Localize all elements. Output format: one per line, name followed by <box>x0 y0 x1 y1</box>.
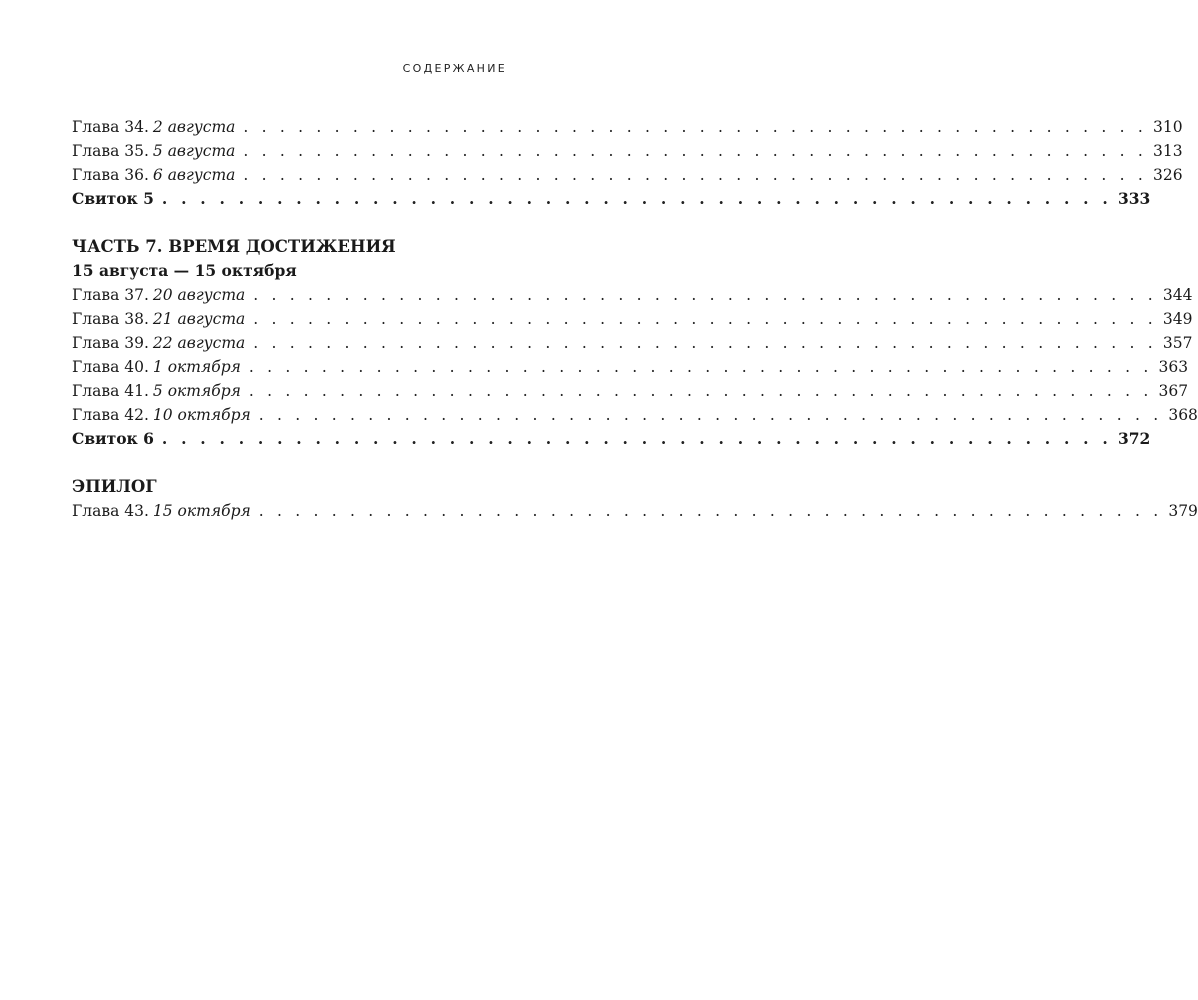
table-of-contents <box>72 115 1198 523</box>
toc-entry[interactable] <box>72 379 1189 403</box>
chapter-number: Глава 39. <box>72 334 149 352</box>
page-number: 363 <box>1158 358 1189 376</box>
page-number: 357 <box>1162 334 1193 352</box>
toc-entry-scroll[interactable] <box>72 427 1151 451</box>
chapter-number: Глава 43. <box>72 502 149 520</box>
dot-leader: . . . . . . . . . . . . . . . . . . . . . . . . . . . . . . . . . . . . . . . . . . . . . . . . . . <box>243 142 1147 160</box>
dot-leader: . . . . . . . . . . . . . . . . . . . . . . . . . . . . . . . . . . . . . . . . . . . . . . . . . . <box>248 358 1153 376</box>
chapter-number: Глава 38. <box>72 310 149 328</box>
dot-leader: . . . . . . . . . . . . . . . . . . . . . . . . . . . . . . . . . . . . . . . . . . . . . . . . . . <box>258 502 1163 520</box>
chapter-date: 15 октября <box>152 502 251 520</box>
chapter-date: 2 августа <box>152 118 236 136</box>
dot-leader: . . . . . . . . . . . . . . . . . . . . . . . . . . . . . . . . . . . . . . . . . . . . . . . . . . <box>248 382 1153 400</box>
dot-leader: . . . . . . . . . . . . . . . . . . . . . . . . . . . . . . . . . . . . . . . . . . . . . . . . . . <box>253 310 1157 328</box>
dot-leader: . . . . . . . . . . . . . . . . . . . . . . . . . . . . . . . . . . . . . . . . . . . . . . . . . . <box>253 334 1157 352</box>
chapter-date: 20 августа <box>152 286 246 304</box>
chapter-number: Глава 41. <box>72 382 149 400</box>
page-number: 344 <box>1162 286 1193 304</box>
page-number: 313 <box>1152 142 1183 160</box>
chapter-date: 10 октября <box>152 406 251 424</box>
chapter-date: 21 августа <box>152 310 246 328</box>
chapter-number: Глава 42. <box>72 406 149 424</box>
page-number: 349 <box>1162 310 1193 328</box>
dot-leader: . . . . . . . . . . . . . . . . . . . . . . . . . . . . . . . . . . . . . . . . . . . . . . . . . . <box>253 286 1157 304</box>
chapter-date: 5 августа <box>152 142 236 160</box>
dot-leader: . . . . . . . . . . . . . . . . . . . . . . . . . . . . . . . . . . . . . . . . . . . . . . . . . . <box>161 429 1112 448</box>
dot-leader: . . . . . . . . . . . . . . . . . . . . . . . . . . . . . . . . . . . . . . . . . . . . . . . . . . <box>258 406 1163 424</box>
chapter-date: 6 августа <box>152 166 236 184</box>
toc-entry[interactable] <box>72 139 1183 163</box>
page-number: 326 <box>1152 166 1183 184</box>
toc-entry-scroll[interactable] <box>72 187 1151 211</box>
toc-entry[interactable] <box>72 355 1189 379</box>
scroll-title: Свиток 5 <box>72 189 154 208</box>
chapter-number: Глава 40. <box>72 358 149 376</box>
running-head: СОДЕРЖАНИЕ <box>402 62 507 75</box>
toc-entry[interactable] <box>72 331 1193 355</box>
chapter-number: Глава 34. <box>72 118 149 136</box>
part-date-range: 15 августа — 15 октября <box>72 261 297 280</box>
page-number: 310 <box>1152 118 1183 136</box>
toc-entry[interactable] <box>72 115 1183 139</box>
toc-entry[interactable] <box>72 403 1198 427</box>
chapter-date: 22 августа <box>152 334 246 352</box>
dot-leader: . . . . . . . . . . . . . . . . . . . . . . . . . . . . . . . . . . . . . . . . . . . . . . . . . . <box>243 166 1147 184</box>
page-number: 367 <box>1158 382 1189 400</box>
page-number: 333 <box>1117 189 1151 208</box>
toc-entry[interactable] <box>72 307 1193 331</box>
toc-entry[interactable] <box>72 499 1198 523</box>
page-number: 372 <box>1117 429 1151 448</box>
chapter-number: Глава 35. <box>72 142 149 160</box>
dot-leader: . . . . . . . . . . . . . . . . . . . . . . . . . . . . . . . . . . . . . . . . . . . . . . . . . . <box>243 118 1147 136</box>
chapter-date: 1 октября <box>152 358 241 376</box>
chapter-date: 5 октября <box>152 382 241 400</box>
scroll-title: Свиток 6 <box>72 429 154 448</box>
part-title: ЧАСТЬ 7. ВРЕМЯ ДОСТИЖЕНИЯ <box>72 237 396 256</box>
epilogue-title: ЭПИЛОГ <box>72 477 157 496</box>
dot-leader: . . . . . . . . . . . . . . . . . . . . . . . . . . . . . . . . . . . . . . . . . . . . . . . . . . <box>161 189 1112 208</box>
chapter-number: Глава 36. <box>72 166 149 184</box>
page-number: 368 <box>1168 406 1198 424</box>
page-number: 379 <box>1168 502 1198 520</box>
toc-entry[interactable] <box>72 283 1193 307</box>
chapter-number: Глава 37. <box>72 286 149 304</box>
toc-entry[interactable] <box>72 163 1183 187</box>
